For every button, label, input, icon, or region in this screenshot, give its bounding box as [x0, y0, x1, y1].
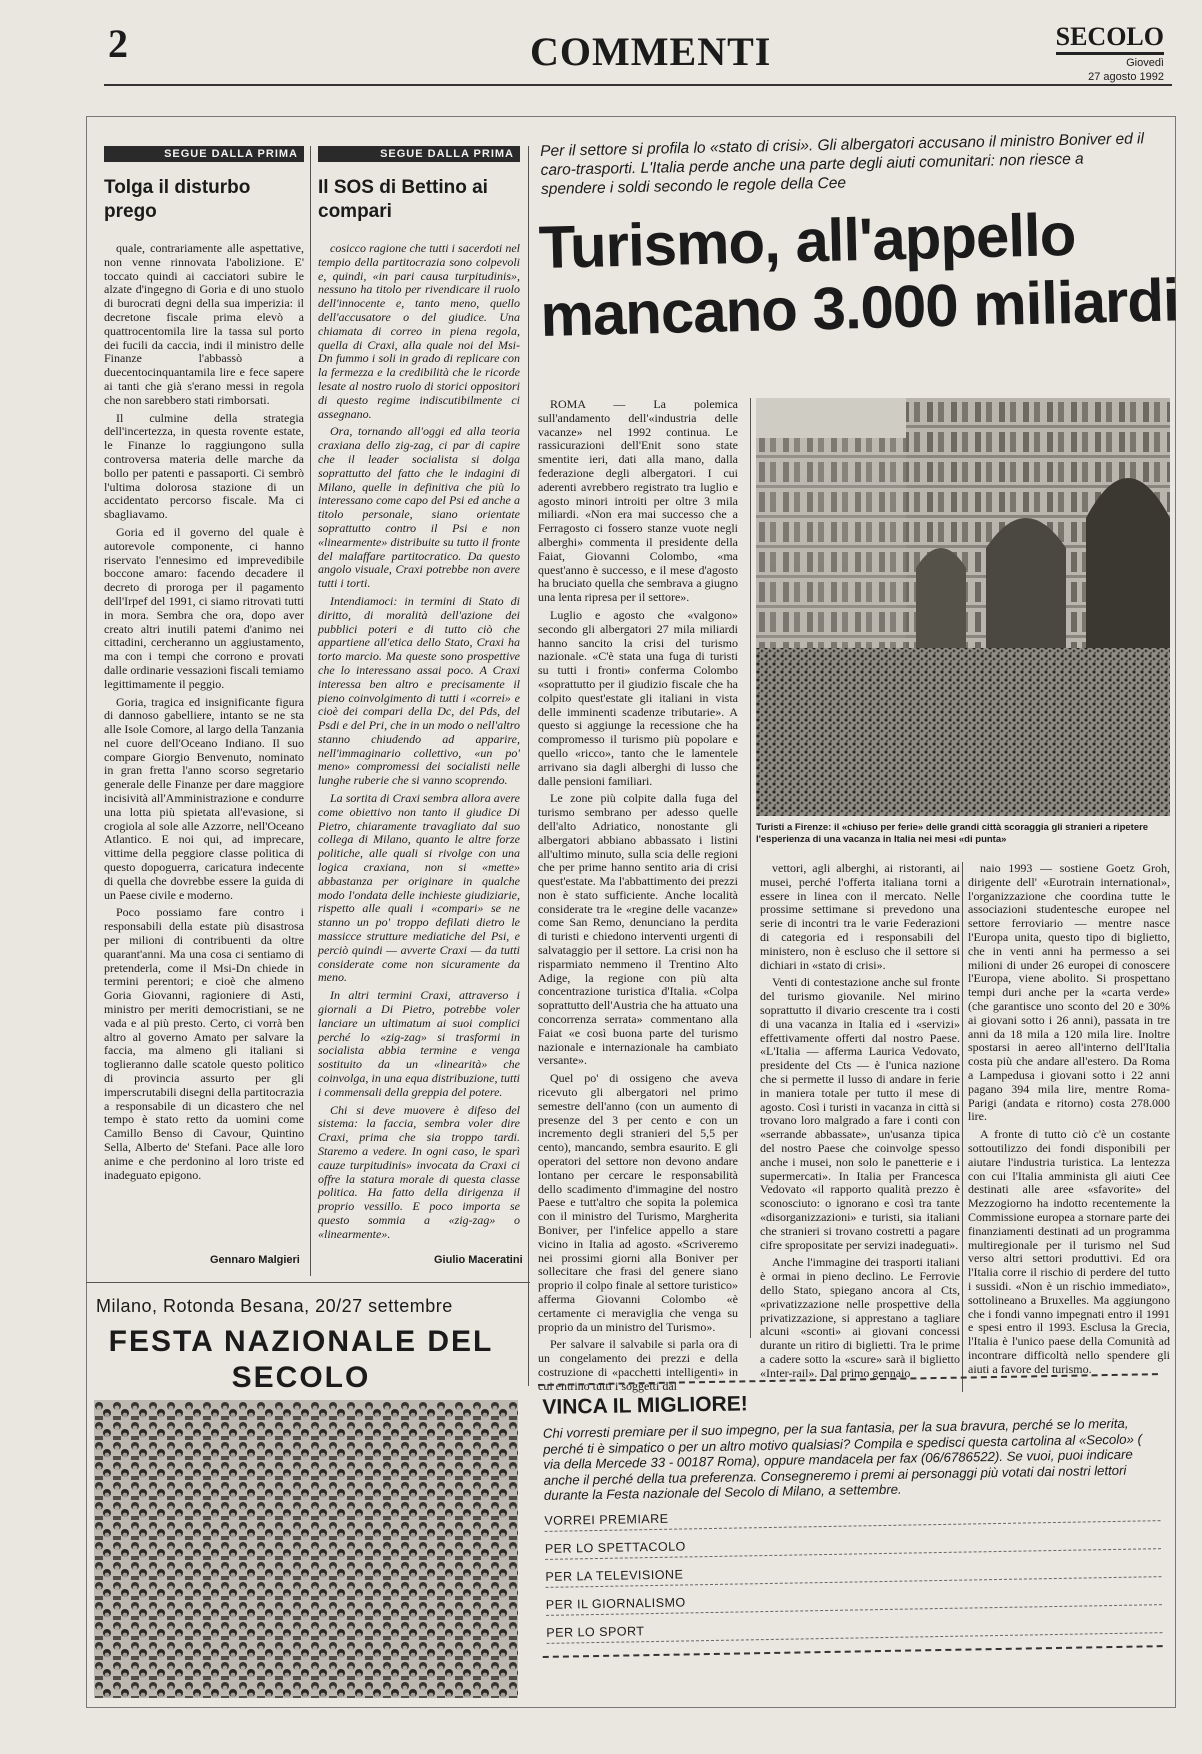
article-column: [538, 397, 738, 1393]
editorial-column-1: [104, 146, 304, 1266]
paragraph: Poco possiamo fare contro i responsabili della estate più disastrosa per milioni di contribuenti da oltre quarant'anni. Ma una cosa ci sentiamo di pretenderla, come il Msi-Dn chiede in termini perentori; e cioè che almeno Goria Giovanni, ragioniere di Asti, ministro per meriti democristiani, se ne vada e al più presto. Certo, ci vorrà ben altro al governo Amato per salvare la faccia, ma almeno gli italiani si toglieranno dalle scatole questo politico di provincia assurto per gli imperscrutabili disegni della partitocrazia a responsabile di un dicastero che nel tempo è stato retto da uomini come Camillo Benso di Cavour, Quintino Sella, Alberto de' Stefani. Pace alle loro anime e che perdonino al loro triste ed inadeguato epigono.: [104, 905, 304, 1182]
column-divider: [750, 398, 751, 1338]
masthead: [1024, 22, 1164, 83]
paragraph: Le zone più colpite dalla fuga del turismo sembrano per adesso quelle dell'alto Adriatico, nonostante gli albergatori abbiano abbassato i listini all'ultimo minuto, sulla scia delle regioni che per prime hanno sentito aria di crisi quest'estate. Ma l'abbattimento dei prezzi non è stato sufficiente. Anche località considerate tra le «regine delle vacanze» come San Remo, denunciano la perdita di turisti e chiedono interventi urgenti di salvataggio per il settore. La crisi non ha risparmiato nemmeno il Trentino Alto Adige, la regione con più alta concentrazione turistica d'Italia. «Colpa soprattutto dell'Austria che ha attuato una concorrenza serrata» commentano alla Faiat «e così buona parte del turismo nazionale e internazionale ha cambiato versante».: [538, 791, 738, 1068]
coupon-title: VINCA IL MIGLIORE!: [542, 1392, 748, 1419]
header-rule: [104, 84, 1172, 86]
festa-title: FESTA NAZIONALE DEL SECOLO: [108, 1325, 494, 1394]
paragraph: La sortita di Craxi sembra allora avere come obiettivo non tanto il giudice Di Pietro, chiaramente travagliato dal suo collega di Milano, quanto le altre forze politiche, alle quali si rivolge con una logica craxiana, non si «mette» abbastanza per originare in qualche modo l'ondata delle inchieste giudiziarie, rispetto alle quali i «compari» se ne stanno un po' troppo defilati dietro le massicce strutture mediatiche del Psi, e perciò quindi — avverte Craxi — da tutti considerate come non sicuramente da meno.: [318, 791, 520, 985]
paragraph: Per salvare il salvabile si parla ora di un congelamento dei prezzi e della costruzione di «pacchetti intelligenti» in cui entrino tutti i soggetti dal: [538, 1337, 738, 1393]
column-divider: [528, 146, 529, 1386]
crowd-photo: [94, 1400, 518, 1698]
page-number: 2: [108, 21, 128, 66]
coupon-cut-line: [543, 1645, 1163, 1658]
editorial-body: [318, 242, 520, 1242]
column-divider: [310, 146, 311, 1276]
paragraph: cosicco ragione che tutti i sacerdoti nel tempio della partitocrazia sono colpevoli e, quindi, «in pari causa turpitudinis», nessuno ha titolo per rivendicare il ruolo dell'innocente e, tanto meno, quello dell'accusatore o del giudice. Una chiamata di correo in piena regola, quella di Craxi, alla quale noi del Msi-Dn fummo i soli in grado di replicare con la fermezza e la credibilità che le ricorde lesate al nostro ruolo di storici oppositori di questo regime indiscutibilmente ci assegnano.: [318, 241, 520, 421]
photo-caption: Turisti a Firenze: il «chiuso per ferie» delle grandi città scoraggia gli stranieri a ripetere l'esperienza di una vacanza in Italia nei mesi «di punta»: [756, 822, 1149, 845]
paragraph: Venti di contestazione anche sul fronte del turismo giovanile. Nel mirino soprattutto il divario crescente tra i costi di una vacanza in Italia ed i «servizi» effettivamente offerti dal nostro Paese. «L'Italia — afferma Laurica Vedovato, presidente del Cts — è l'unica nazione che si permette il lusso di andare in ferie in maniera totale per tutto il mese di agosto. Così i turisti in vacanza in città si trovano loro malgrado a fare i conti con «serrande abbassate», un'usanza tipica del nostro Paese che coinvolge spesso anche i musei, non solo le panetterie e i supermercati». In Italia per Francesca Vedovato «il rapporto qualità prezzo è sconosciuto: o ignorano e così tra tante «disorganizzazioni» e turisti, sia italiani che stranieri si trovano costretti a pagare cifre spropositate per servizi inadeguati».: [760, 975, 960, 1252]
paragraph: vettori, agli alberghi, ai ristoranti, ai musei, perché l'offerta italiana torni a essere in linea con il mercato. Nelle prossime settimane si prevedono una serie di incontri tra le varie Federazioni di categoria ed i responsabili del ministero, non è escluso che il settore si dichiari in «stato di crisi».: [760, 861, 960, 972]
author-signature: Gennaro Malgieri: [210, 1254, 300, 1266]
paragraph: naio 1993 — sostiene Goetz Groh, dirigente dell' «Eurotrain international», l'organizzazione che coordina tutte le associazioni studentesche europee nel settore ferroviario — mentre nasce l'Europa unita, questo tipo di biglietto, che in venti anni ha permesso a sei milioni di under 26 europei di conoscere l'Europa, viene abolito. Si prospettano tempi duri anche per la «carta verde» (che garantisce uno sconto del 20 e 30% ai giovani sotto i 26 anni), passata in tre anni da 18 mila a 120 mila lire. Inoltre spostarsi in aereo all'interno dell'Italia costa più che andare all'estero. Da Roma a Lampedusa i giovani sotto i 22 anni pagano 394 mila lire, mentre Roma-Parigi (andata e ritorno) costa 278.000 lire.: [968, 861, 1170, 1124]
masthead-logo: SECOLO: [1056, 22, 1164, 55]
paragraph: In altri termini Craxi, attraverso i giornali a Di Pietro, potrebbe voler lanciare un ultimatum ai suoi complici perché lo «zig-zag» si trasformi in socialista abbia termine e venga sostituito da un «linearità» che coinvolga, in una equa distribuzione, tutti i commensali della greppia del potere.: [318, 988, 520, 1099]
coupon-body: Chi vorresti premiare per il suo impegno, per la sua fantasia, per la sua bravura, perché se lo merita, perché ti è simpatico o per un altro motivo qualsiasi? Compila e spedisci questa cartolina al «Secolo» ( via della Mercede 33 - 00187 Roma), oppure mandacela per fax (06/6786522). Se vuoi, puoi indicare anche il perché della tua preferenza. Consegneremo i premi ai personaggi più votati dai nostri lettori durante la Festa nazionale del Secolo di Milano, a settembre.: [542, 1415, 1143, 1503]
paragraph: A fronte di tutto ciò c'è un costante sottoutilizzo dei fondi disponibili per aiutare l'industria turistica. La lentezza con cui l'Italia amminista gli aiuti Cee destinati alle aree «sfavorite» del Mezzogiorno ha indotto recentemente la Commissione europea a stornare parte dei finanziamenti destinati ad un programma multiregionale per il turismo nel Sud verso altri settori produttivi. Ed ora l'Italia corre il rischio di perdere del tutto i sussidi. «Non è un rischio immediato», sottolineano a Bruxelles. Ma aggiungono che i fondi vanno impegnati entro il 1991 e spesi entro il 1993. Esclusa la Grecia, l'Italia è l'unico paese della Comunità ad incontrare difficoltà nello spendere gli aiuti a favore del turismo.: [968, 1127, 1170, 1376]
section-title: COMMENTI: [530, 29, 772, 74]
editorial-title: Tolga il disturbo prego: [104, 177, 251, 222]
author-signature: Giulio Maceratini: [434, 1254, 523, 1266]
paragraph: Anche l'immagine dei trasporti italiani è ormai in pieno declino. Le Ferrovie dello Stato, spiegano ancora al Cts, «privatizzazione nelle prospettive della privatizzazione, si apprestano a tagliare alcuni «sconti» ai giovani concessi durante un ritiro di biglietti. Tra le prime a cadere sotto la «scure» sarà il biglietto «Inter-rail». Dal primo gennaio: [760, 1255, 960, 1380]
paragraph: Chi si deve muovere è difeso del sistema: la faccia, sembra voler dire Craxi, prima che sia troppo tardi. Staremo a vedere. In ogni caso, le sparì cauze turpitudinis» invocata da Craxi ci offre la statura morale di questa classe politica. Ha fatto della dirigenza il proprio vessillo. E poco importa se questo sommia a «zig-zag» o «linearmente».: [318, 1102, 520, 1241]
article-column: [968, 862, 1170, 1392]
coupon-field[interactable]: PER LO SPORT: [546, 1615, 1162, 1644]
florence-cathedral-photo: [756, 398, 1170, 816]
editorial-body: [104, 242, 304, 1182]
vinca-coupon: [538, 1373, 1163, 1667]
section-divider: [86, 1282, 530, 1283]
paragraph: Goria, tragica ed insignificante figura di dannoso gabelliere, intanto se ne sta alle Isole Comore, al largo della Tanzania nel cuore dell'Oceano Indiano. Il suo compare Giorgio Benvenuto, nominato in gran fretta l'anno scorso segretario generale delle Finanze per dare maggiore incisività all'Amministrazione e condurre una lotta più spietata all'evasione, si crogiola al sole alle Azzorre, nell'Oceano Atlantico. E noi qui, ad imprecare, vittime della peggiore classe politica di questo dopoguerra, caricatura indecente di quella che dovrebbe essere la guida di un Paese civile e moderno.: [104, 694, 304, 902]
coupon-field[interactable]: PER LO SPETTACOLO: [545, 1531, 1161, 1560]
coupon-field[interactable]: PER IL GIORNALISMO: [546, 1587, 1162, 1616]
paragraph: Ora, tornando all'oggi ed alla teoria craxiana dello zig-zag, ci par di capire che il leader socialista si dolga soprattutto del fatto che le indagini di Milano, quelle in definitiva che più lo interessano come capo del Psi ed anche a titolo personale, siano orientate soprattutto contro il Psi e non «linearmente» distribuite su tutto il fronte del malaffare partitocratico. Da questo angolo visuale, Craxi potrebbe non avere tutti i torti.: [318, 424, 520, 591]
coupon-field[interactable]: PER LA TELEVISIONE: [545, 1559, 1161, 1588]
continued-band: SEGUE DALLA PRIMA: [104, 146, 304, 162]
paragraph: Intendiamoci: in termini di Stato di diritto, di moralità dell'azione dei pubblici poteri e di tutto ciò che appartiene all'etica dello Stato, Craxi ha torto marcio. Ma queste sono prospettive che lo interessano assai poco. A Craxi interessa ben altro e precisamente il pieno coinvolgimento di tutti i «correi» e cioè dei compari della Dc, del Pds, del Psdi e del Pri, che in un modo o nell'altro stanno chiudendo ad apparire, nell'immaginario collettivo, «un po' meno» compromessi dei socialisti nelle lunghe ruberie che si vanno scoprendo.: [318, 593, 520, 788]
column-divider: [962, 862, 963, 1392]
paragraph: Quel po' di ossigeno che aveva ricevuto gli albergatori nel primo semestre dell'anno (con un aumento di presenze del 3 per cento e con un incremento degli stranieri del 5,5 per cento), mancando, sembra esaurito. E gli operatori del settore non devono andare lontano per cercare le responsabilità dello scadimento d'immagine del nostro Paese e tutt'altro che sopita la polemica con il ministro del Turismo, Margherita Boniver, per l'infelice appello a stare vicino in Italia ad agosto. «Scriveremo nei prossimi giorni alla Boniver per sollecitare che frasi del genere siano proprio il colpo finale al settore turistico» afferma Giovanni Colombo «è certamente ci meraviglia che venga su proprio da un ministro del Turismo».: [538, 1071, 738, 1334]
paragraph: ROMA — La polemica sull'andamento dell'«industria delle vacanze» nel 1992 continua. Le rassicurazioni dell'Enit sono state smentite ieri, dati alla mano, dalla federazione degli albergatori. I cui aderenti avrebbero registrato tra luglio e agosto minori introiti per oltre 3 mila miliardi. «Non era mai successo che a Ferragosto ci fossero stanze vuote negli alberghi» commenta il presidente della Faiat, Giovanni Colombo, «ma quest'anno è successo, e il mese d'agosto ha bruciato quella che sembrava a giugno una lenta ripresa per il settore».: [538, 397, 738, 605]
paragraph: quale, contrariamente alle aspettative, non venne rinnovata l'abolizione. E' toccato quindi ai cacciatori subire le alzate d'ingegno di Goria e di uno stuolo di burocrati degni della sua imperizia: il decretone fiscale prima elevò a quattrocentomila lire la tassa sul porto dei fucili da caccia, indi il ministro delle Finanze l'abbassò a duecentocinquantamila lire e fece sapere ai tanti che già s'erano messi in regola che non sarebbero stati rimborsati.: [104, 241, 304, 407]
article-headline: Turismo, all'appello mancano 3.000 miliardi: [538, 200, 1180, 349]
date-day: Giovedì: [1126, 57, 1164, 69]
coupon-field[interactable]: VORREI PREMIARE: [544, 1503, 1160, 1532]
paragraph: Luglio e agosto che «valgono» secondo gli albergatori 27 mila miliardi hanno sancito la crisi del turismo nazionale. «C'è stata una fuga di turisti su tutti i fronti» conferma Colombo «soprattutto per il giudizio fiscale che ha colpito quest'estate gli italiani in vista delle imminenti scadenze tributarie». A questo si aggiunge la recessione che ha compromesso il turismo più popolare e quello «ricco», tanto che le lamentele arrivano sia dagli alberghi di lusso che dalle pensioni familiari.: [538, 607, 738, 788]
paragraph: Goria ed il governo del quale è autorevole componente, ci hanno riservato l'ennesimo ed imprevedibile boccone amaro: facendo decadere il decreto di proroga per il pagamento dell'Irpef del 1991, ci siamo ritrovati tutti in mora. Sembra che ora, dopo aver creato altri inutili patemi d'animo nei cittadini, cercheranno un aggiustamento, ma con i tempi che corrono e provati dalle ordinarie vessazioni fiscali temiamo legittimamente il peggio.: [104, 524, 304, 691]
paragraph: Il culmine della strategia dell'incertezza, in questa rovente estate, le Finanze lo raggiungono sulla controversa materia delle marche da bollo per patenti e passaporti. Ci sembrò l'ultima dolorosa stazione di un accidentato percorso fiscale. Ma ci sbagliavamo.: [104, 410, 304, 522]
article-kicker: Per il settore si profila lo «stato di crisi». Gli albergatori accusano il ministro Boniver ed il caro-trasporti. L'Italia perde anche una parte degli aiuti comunitari: non riesce a spendere i soldi secondo le regole della Cee: [540, 130, 1145, 198]
editorial-column-2: [318, 146, 520, 1266]
date-full: 27 agosto 1992: [1088, 71, 1164, 83]
festa-place-date: Milano, Rotonda Besana, 20/27 settembre: [96, 1296, 453, 1316]
editorial-title: Il SOS di Bettino ai compari: [318, 177, 488, 222]
continued-band: SEGUE DALLA PRIMA: [318, 146, 520, 162]
article-column: [760, 861, 960, 1380]
